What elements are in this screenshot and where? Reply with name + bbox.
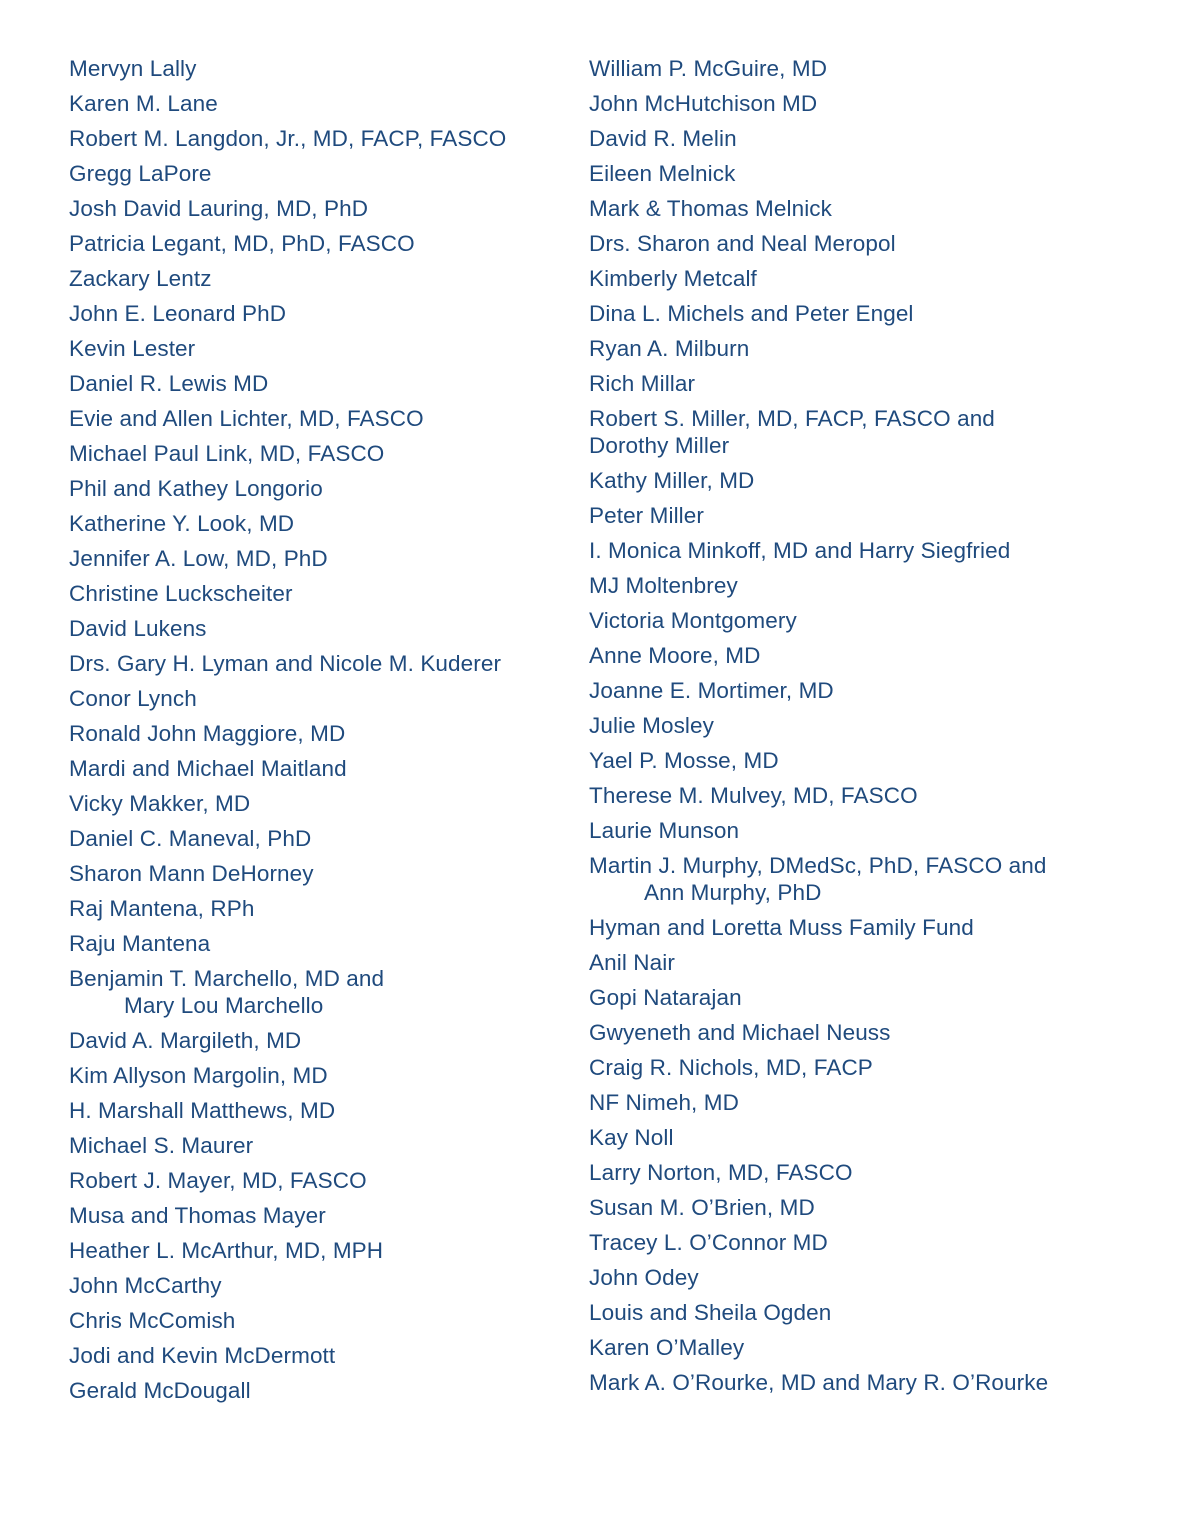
donor-name-continuation: Dorothy Miller	[589, 433, 730, 458]
donor-name	[589, 90, 1149, 125]
donor-name-line: John McCarthy	[69, 1273, 222, 1298]
donor-name	[589, 677, 1149, 712]
donor-name	[69, 860, 569, 895]
donor-name	[69, 265, 569, 300]
donor-name-line: Michael S. Maurer	[69, 1133, 254, 1158]
donor-name-line: Kay Noll	[589, 1125, 674, 1150]
donor-name	[589, 335, 1149, 370]
donor-name	[589, 265, 1149, 300]
donor-name-line: Hyman and Loretta Muss Family Fund	[589, 915, 974, 940]
donor-name	[69, 685, 569, 720]
donor-name-line: Sharon Mann DeHorney	[69, 861, 314, 886]
donor-name-line: Kim Allyson Margolin, MD	[69, 1063, 328, 1088]
donor-name	[589, 712, 1149, 747]
donor-name-line: Phil and Kathey Longorio	[69, 476, 323, 501]
donor-name-line: Mark A. O’Rourke, MD and Mary R. O’Rourke	[589, 1370, 1049, 1395]
donor-name-line: Gopi Natarajan	[589, 985, 742, 1010]
donor-name-line: Gregg LaPore	[69, 161, 212, 186]
donor-name	[589, 55, 1149, 90]
donor-name-continuation: Ann Murphy, PhD	[644, 880, 822, 905]
donor-name-line: William P. McGuire, MD	[589, 56, 828, 81]
donor-name-line: Raju Mantena	[69, 931, 211, 956]
donor-name	[589, 949, 1149, 984]
left-donor-column	[69, 55, 569, 1412]
donor-name	[589, 1054, 1149, 1089]
donor-name	[69, 370, 569, 405]
donor-name-line: NF Nimeh, MD	[589, 1090, 739, 1115]
donor-name-line: Drs. Gary H. Lyman and Nicole M. Kuderer	[69, 651, 502, 676]
donor-name-line: Susan M. O’Brien, MD	[589, 1195, 815, 1220]
donor-name	[69, 1097, 569, 1132]
donor-name-line: Eileen Melnick	[589, 161, 736, 186]
donor-name-line: Ronald John Maggiore, MD	[69, 721, 346, 746]
donor-name-line: Yael P. Mosse, MD	[589, 748, 779, 773]
donor-name-line: Michael Paul Link, MD, FASCO	[69, 441, 385, 466]
donor-name-line: Josh David Lauring, MD, PhD	[69, 196, 369, 221]
donor-name-line: Joanne E. Mortimer, MD	[589, 678, 834, 703]
donor-name	[69, 1342, 569, 1377]
donor-name-line: Martin J. Murphy, DMedSc, PhD, FASCO and	[589, 853, 1047, 878]
donor-name	[589, 1159, 1149, 1194]
donor-name	[69, 825, 569, 860]
donor-name	[69, 1027, 569, 1062]
donor-name-line: Conor Lynch	[69, 686, 197, 711]
donor-name-line: Evie and Allen Lichter, MD, FASCO	[69, 406, 424, 431]
donor-name-line: Kathy Miller, MD	[589, 468, 755, 493]
donor-name	[69, 335, 569, 370]
donor-name	[589, 852, 1149, 914]
donor-name-line: John McHutchison MD	[589, 91, 818, 116]
donor-name	[69, 1272, 569, 1307]
donor-name-line: Chris McComish	[69, 1308, 236, 1333]
donor-name-line: Mark & Thomas Melnick	[589, 196, 832, 221]
donor-name-line: Julie Mosley	[589, 713, 714, 738]
donor-name	[69, 300, 569, 335]
donor-name	[589, 817, 1149, 852]
donor-name-line: David A. Margileth, MD	[69, 1028, 302, 1053]
donor-name	[69, 1202, 569, 1237]
donor-name	[69, 510, 569, 545]
donor-name	[589, 1124, 1149, 1159]
donor-name	[589, 782, 1149, 817]
donor-name	[589, 1229, 1149, 1264]
donor-name-continuation: Mary Lou Marchello	[124, 993, 324, 1018]
donor-name	[589, 1334, 1149, 1369]
donor-name	[69, 720, 569, 755]
donor-name	[69, 1307, 569, 1342]
donor-name	[69, 230, 569, 265]
donor-name	[69, 1167, 569, 1202]
donor-name-line: Rich Millar	[589, 371, 696, 396]
donor-name-line: Ryan A. Milburn	[589, 336, 750, 361]
donor-name	[589, 1264, 1149, 1299]
donor-name-line: Mervyn Lally	[69, 56, 197, 81]
donor-name	[589, 230, 1149, 265]
donor-name	[589, 502, 1149, 537]
donor-name-line: Anil Nair	[589, 950, 675, 975]
donor-name-line: Kevin Lester	[69, 336, 196, 361]
donor-name-line: Daniel R. Lewis MD	[69, 371, 269, 396]
donor-name-line: Louis and Sheila Ogden	[589, 1300, 832, 1325]
donor-name-line: Robert J. Mayer, MD, FASCO	[69, 1168, 367, 1193]
donor-name-line: Benjamin T. Marchello, MD and	[69, 966, 385, 991]
donor-name	[69, 160, 569, 195]
donor-name	[69, 90, 569, 125]
donor-name-line: Robert M. Langdon, Jr., MD, FACP, FASCO	[69, 126, 507, 151]
donor-name-line: Laurie Munson	[589, 818, 740, 843]
donor-name-line: Daniel C. Maneval, PhD	[69, 826, 312, 851]
donor-name	[589, 537, 1149, 572]
donor-name	[589, 370, 1149, 405]
donor-name-line: I. Monica Minkoff, MD and Harry Siegfried	[589, 538, 1011, 563]
donor-name	[69, 440, 569, 475]
donor-name-line: Heather L. McArthur, MD, MPH	[69, 1238, 384, 1263]
donor-name-line: Patricia Legant, MD, PhD, FASCO	[69, 231, 415, 256]
donor-name	[589, 300, 1149, 335]
donor-name-line: Anne Moore, MD	[589, 643, 761, 668]
donor-name	[589, 607, 1149, 642]
donor-name	[589, 405, 1149, 467]
donor-name-line: H. Marshall Matthews, MD	[69, 1098, 336, 1123]
donor-name	[589, 1089, 1149, 1124]
donor-name	[69, 1377, 569, 1412]
donor-name	[69, 930, 569, 965]
donor-name	[589, 467, 1149, 502]
donor-name	[69, 195, 569, 230]
donor-name-line: Victoria Montgomery	[589, 608, 797, 633]
donor-name-line: Dina L. Michels and Peter Engel	[589, 301, 914, 326]
right-donor-column	[589, 55, 1149, 1404]
donor-name	[589, 1194, 1149, 1229]
donor-name-line: Kimberly Metcalf	[589, 266, 757, 291]
donor-name-line: MJ Moltenbrey	[589, 573, 738, 598]
donor-name	[589, 1299, 1149, 1334]
donor-name-line: Drs. Sharon and Neal Meropol	[589, 231, 896, 256]
donor-name-line: Tracey L. O’Connor MD	[589, 1230, 828, 1255]
donor-name	[69, 1062, 569, 1097]
donor-name	[589, 1019, 1149, 1054]
donor-name	[589, 125, 1149, 160]
donor-name-line: David Lukens	[69, 616, 207, 641]
donor-name-line: Christine Luckscheiter	[69, 581, 293, 606]
donor-name	[69, 1132, 569, 1167]
donor-name-line: Robert S. Miller, MD, FACP, FASCO and	[589, 406, 995, 431]
donor-name	[589, 195, 1149, 230]
donor-name	[589, 572, 1149, 607]
donor-name-line: Zackary Lentz	[69, 266, 212, 291]
donor-name-line: Katherine Y. Look, MD	[69, 511, 295, 536]
donor-name-line: Jodi and Kevin McDermott	[69, 1343, 336, 1368]
donor-name	[589, 642, 1149, 677]
donor-name-line: Raj Mantena, RPh	[69, 896, 255, 921]
donor-name	[69, 650, 569, 685]
donor-name-line: Gwyeneth and Michael Neuss	[589, 1020, 891, 1045]
donor-name	[69, 545, 569, 580]
donor-name-line: Therese M. Mulvey, MD, FASCO	[589, 783, 918, 808]
donor-name-line: Peter Miller	[589, 503, 704, 528]
donor-name	[589, 1369, 1149, 1404]
donor-name-line: Jennifer A. Low, MD, PhD	[69, 546, 328, 571]
donor-name-line: Craig R. Nichols, MD, FACP	[589, 1055, 873, 1080]
donor-name	[69, 755, 569, 790]
donor-name	[69, 895, 569, 930]
donor-name	[589, 984, 1149, 1019]
donor-name-line: Vicky Makker, MD	[69, 791, 251, 816]
donor-name	[589, 914, 1149, 949]
donor-name	[69, 1237, 569, 1272]
donor-name	[69, 790, 569, 825]
donor-name	[69, 580, 569, 615]
donor-name-line: Gerald McDougall	[69, 1378, 251, 1403]
donor-name	[589, 747, 1149, 782]
donor-name	[69, 405, 569, 440]
donor-name-line: Mardi and Michael Maitland	[69, 756, 347, 781]
donor-name	[69, 125, 569, 160]
donor-name	[69, 475, 569, 510]
donor-name-line: David R. Melin	[589, 126, 737, 151]
donor-name	[589, 160, 1149, 195]
donor-name-line: John Odey	[589, 1265, 699, 1290]
donor-name-line: Karen M. Lane	[69, 91, 218, 116]
donor-name-line: Musa and Thomas Mayer	[69, 1203, 326, 1228]
donor-name-line: Larry Norton, MD, FASCO	[589, 1160, 853, 1185]
donor-name-line: Karen O’Malley	[589, 1335, 745, 1360]
donor-name	[69, 55, 569, 90]
donor-name	[69, 615, 569, 650]
donor-name-line: John E. Leonard PhD	[69, 301, 287, 326]
donor-name	[69, 965, 569, 1027]
